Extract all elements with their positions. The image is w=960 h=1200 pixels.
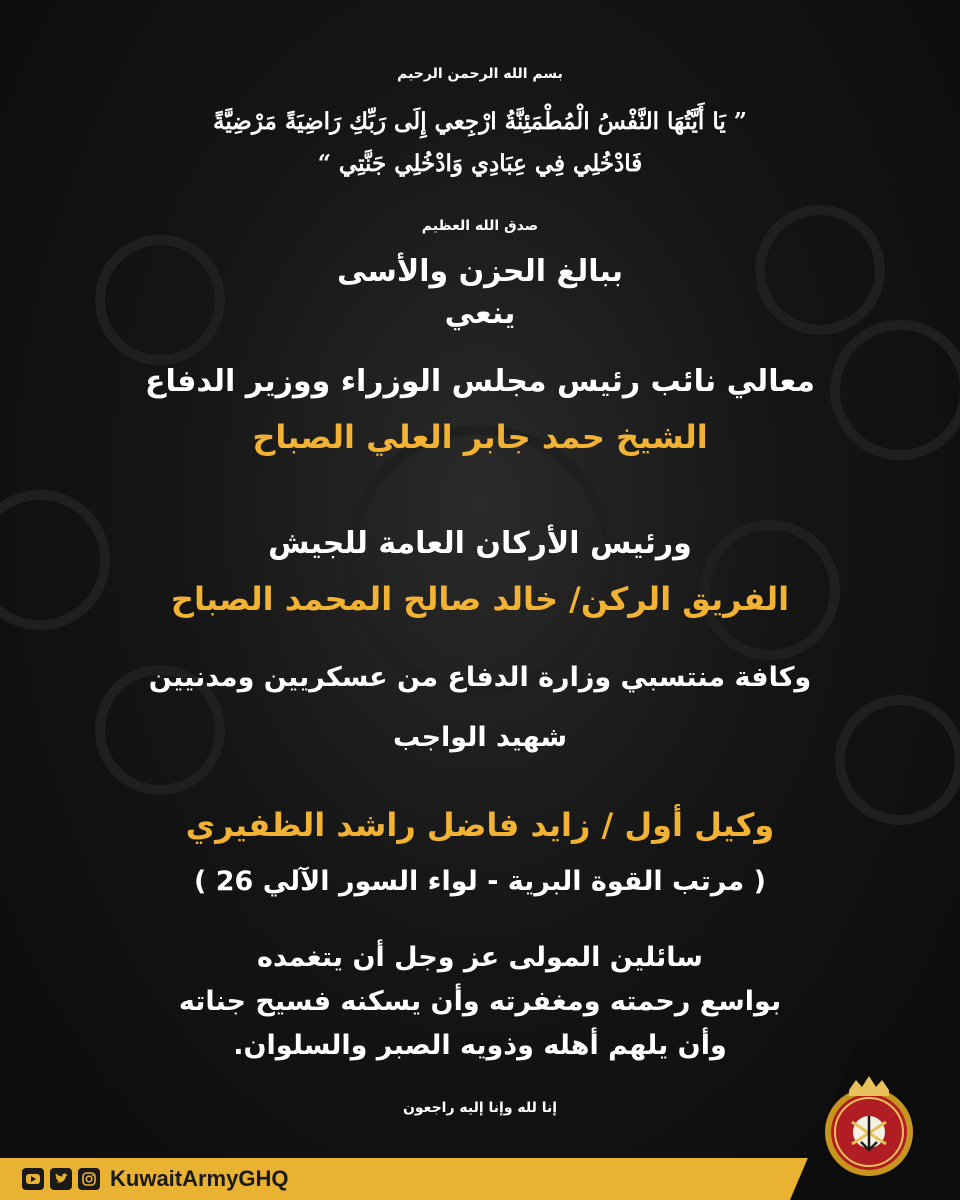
quran-verse-line-1: ” يَا أَيَّتُهَا النَّفْسُ الْمُطْمَئِنَّةُ ارْجِعي إِلَى رَبِّكِ رَاضِيَةً مَرْضِيَّةً <box>213 108 747 135</box>
social-links <box>22 1166 288 1192</box>
sadaqa-text: صدق الله العظيم <box>421 218 539 234</box>
basmala: بسم الله الرحمن الرحيم <box>397 66 563 82</box>
social-handle[interactable]: KuwaitArmyGHQ <box>110 1166 289 1191</box>
chief-of-staff-name: الفريق الركن/ خالد صالح المحمد الصباح <box>170 580 790 618</box>
announces-text: ينعي <box>444 296 516 331</box>
closing-text: إنا لله وإنا إليه راجعون <box>402 1100 558 1116</box>
youtube-icon[interactable] <box>22 1168 44 1190</box>
kuwait-army-emblem <box>814 1072 924 1182</box>
unit-line: ( مرتب القوة البرية - لواء السور الآلي 26 ) <box>194 866 766 897</box>
prayer-line-3: وأن يلهم أهله وذويه الصبر والسلوان. <box>233 1030 727 1061</box>
prayer-line-1: سائلين المولى عز وجل أن يتغمده <box>257 942 703 973</box>
prayer-line-2: بواسع رحمته ومغفرته وأن يسكنه فسيح جناته <box>178 986 782 1017</box>
martyr-name: وكيل أول / زايد فاضل راشد الظفيري <box>185 806 775 844</box>
minister-title: معالي نائب رئيس مجلس الوزراء ووزير الدفاع <box>145 364 815 399</box>
chief-of-staff-title: ورئيس الأركان العامة للجيش <box>268 526 692 561</box>
twitter-icon[interactable] <box>50 1168 72 1190</box>
grief-heading: ببالغ الحزن والأسى <box>337 254 623 289</box>
quran-verse-line-2: فَادْخُلِي فِي عِبَادِي وَادْخُلِي جَنَّتِي “ <box>317 150 643 177</box>
minister-name: الشيخ حمد جابر العلي الصباح <box>252 418 708 456</box>
martyr-label: شهيد الواجب <box>392 722 567 753</box>
instagram-icon[interactable] <box>78 1168 100 1190</box>
staff-line: وكافة منتسبي وزارة الدفاع من عسكريين ومدنيين <box>148 662 812 693</box>
